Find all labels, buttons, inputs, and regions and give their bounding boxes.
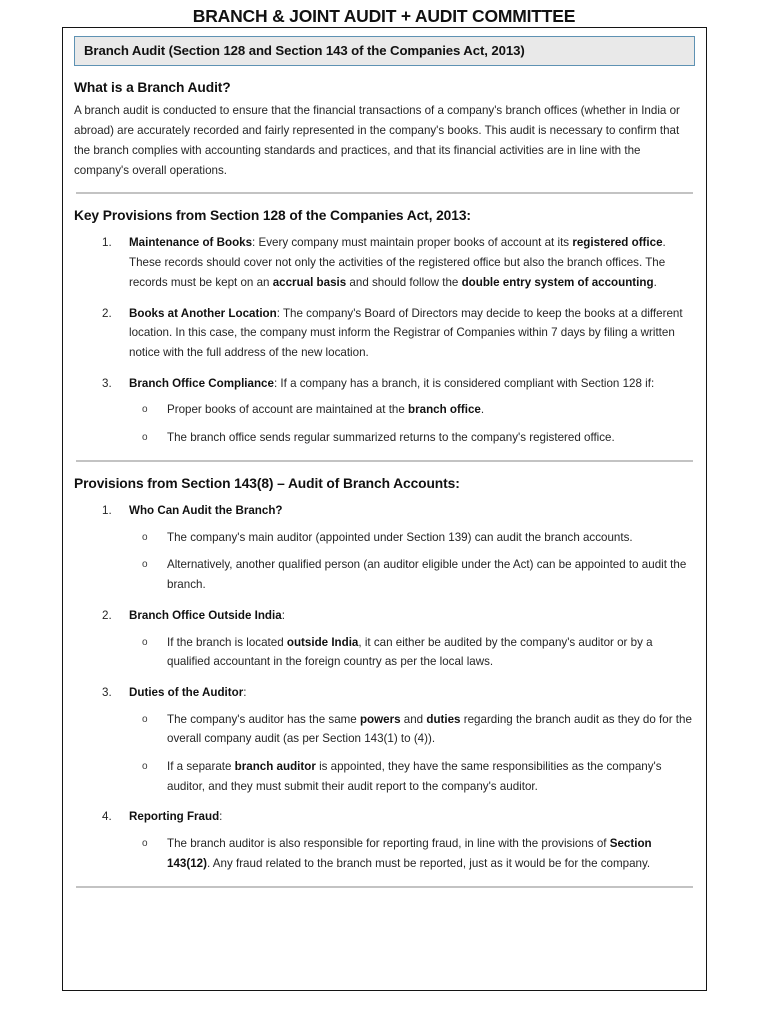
sub-bullet-icon: o [142, 713, 148, 725]
sub-list-item [129, 834, 695, 873]
sub-list-item [129, 428, 695, 448]
list-item [74, 683, 695, 797]
sub-list-item [129, 633, 695, 672]
list-item-text: Books at Another Location: The company's Board of Directors may decide to keep the books at a different location. In this case, the company must inform the Registrar of Companies within 7 days by filing a written notice with the full address of the new location. [129, 306, 683, 359]
section-143-heading: Provisions from Section 143(8) – Audit of Branch Accounts: [74, 475, 460, 491]
sub-list-item [129, 528, 695, 548]
sub-list [129, 834, 695, 873]
sub-list-item [129, 710, 695, 749]
sub-list [129, 633, 695, 672]
sub-list-item [129, 555, 695, 594]
list-item [74, 807, 695, 873]
sub-bullet-icon: o [142, 761, 148, 773]
intro-paragraph: A branch audit is conducted to ensure that the financial transactions of a company's branch offices (whether in India or abroad) are accurately recorded and fairly represented in the company's books. This audit is necessary to confirm that the branch complies with accounting standards and practices, and that its financial activities are in line with the company's overall operations. [74, 104, 680, 177]
list-item-text: Branch Office Compliance: If a company has a branch, it is considered compliant with Section 128 if: [129, 376, 655, 390]
list-item-text: Branch Office Outside India: [129, 608, 285, 622]
section-title-box [74, 36, 695, 66]
divider-2 [76, 460, 693, 462]
section-128-heading: Key Provisions from Section 128 of the Companies Act, 2013: [74, 208, 471, 224]
list-item [74, 374, 695, 448]
sub-list-item [129, 400, 695, 420]
list-item-text: Who Can Audit the Branch? [129, 504, 283, 518]
sub-list-item-text: The company's auditor has the same powers and duties regarding the branch audit as they do for the overall company audit (as per Section 143(1) to (4)). [167, 712, 692, 746]
section-128-list [74, 233, 695, 447]
sub-list-item-text: If a separate branch auditor is appointed, they have the same responsibilities as the company's auditor, and they must submit their audit report to the company's auditor. [167, 760, 662, 793]
section-143-list [74, 501, 695, 874]
list-item-marker: 2. [102, 306, 112, 320]
list-item [74, 233, 695, 292]
divider-3 [76, 886, 693, 888]
sub-list-item-text: The company's main auditor (appointed under Section 139) can audit the branch accounts. [167, 530, 633, 544]
list-item-marker: 1. [102, 236, 112, 250]
sub-bullet-icon: o [142, 404, 148, 416]
sub-list [129, 400, 695, 447]
sub-list-item-text: The branch auditor is also responsible for reporting fraud, in line with the provisions of Section 143(12). Any fraud related to the branch must be reported, just as it would be for the company. [167, 837, 652, 870]
list-item [74, 501, 695, 595]
sub-bullet-icon: o [142, 559, 148, 571]
intro-heading: What is a Branch Audit? [74, 80, 231, 96]
sub-bullet-icon: o [142, 636, 148, 648]
list-item-text: Duties of the Auditor: [129, 685, 247, 699]
list-item-marker: 3. [102, 685, 112, 699]
page-frame [62, 27, 707, 991]
sub-list [129, 528, 695, 595]
sub-bullet-icon: o [142, 838, 148, 850]
sub-list-item-text: The branch office sends regular summarized returns to the company's registered office. [167, 431, 615, 445]
list-item [74, 606, 695, 672]
list-item-marker: 3. [102, 376, 112, 390]
sub-list [129, 710, 695, 797]
sub-list-item-text: If the branch is located outside India, it can either be audited by the company's auditor or by a qualified accountant in the foreign country as per the local laws. [167, 635, 653, 669]
section-title-text: Branch Audit (Section 128 and Section 143 of the Companies Act, 2013) [84, 43, 525, 58]
sub-bullet-icon: o [142, 531, 148, 543]
document-title: BRANCH & JOINT AUDIT + AUDIT COMMITTEE [192, 6, 576, 26]
sub-bullet-icon: o [142, 432, 148, 444]
list-item-text: Reporting Fraud: [129, 810, 223, 824]
sub-list-item-text: Alternatively, another qualified person (an auditor eligible under the Act) can be appointed to audit the branch. [167, 558, 687, 592]
list-item [74, 304, 695, 363]
sub-list-item [129, 757, 695, 796]
divider-1 [76, 192, 693, 194]
list-item-marker: 2. [102, 608, 112, 622]
list-item-marker: 4. [102, 810, 112, 824]
sub-list-item-text: Proper books of account are maintained at the branch office. [167, 403, 485, 417]
list-item-marker: 1. [102, 504, 112, 518]
list-item-text: Maintenance of Books: Every company must maintain proper books of account at its registered office. These records should cover not only the activities of the registered office but also the branch offices. The records must be kept on an accrual basis and should follow the double entry system of accounting. [129, 236, 666, 289]
page-content [63, 28, 706, 888]
